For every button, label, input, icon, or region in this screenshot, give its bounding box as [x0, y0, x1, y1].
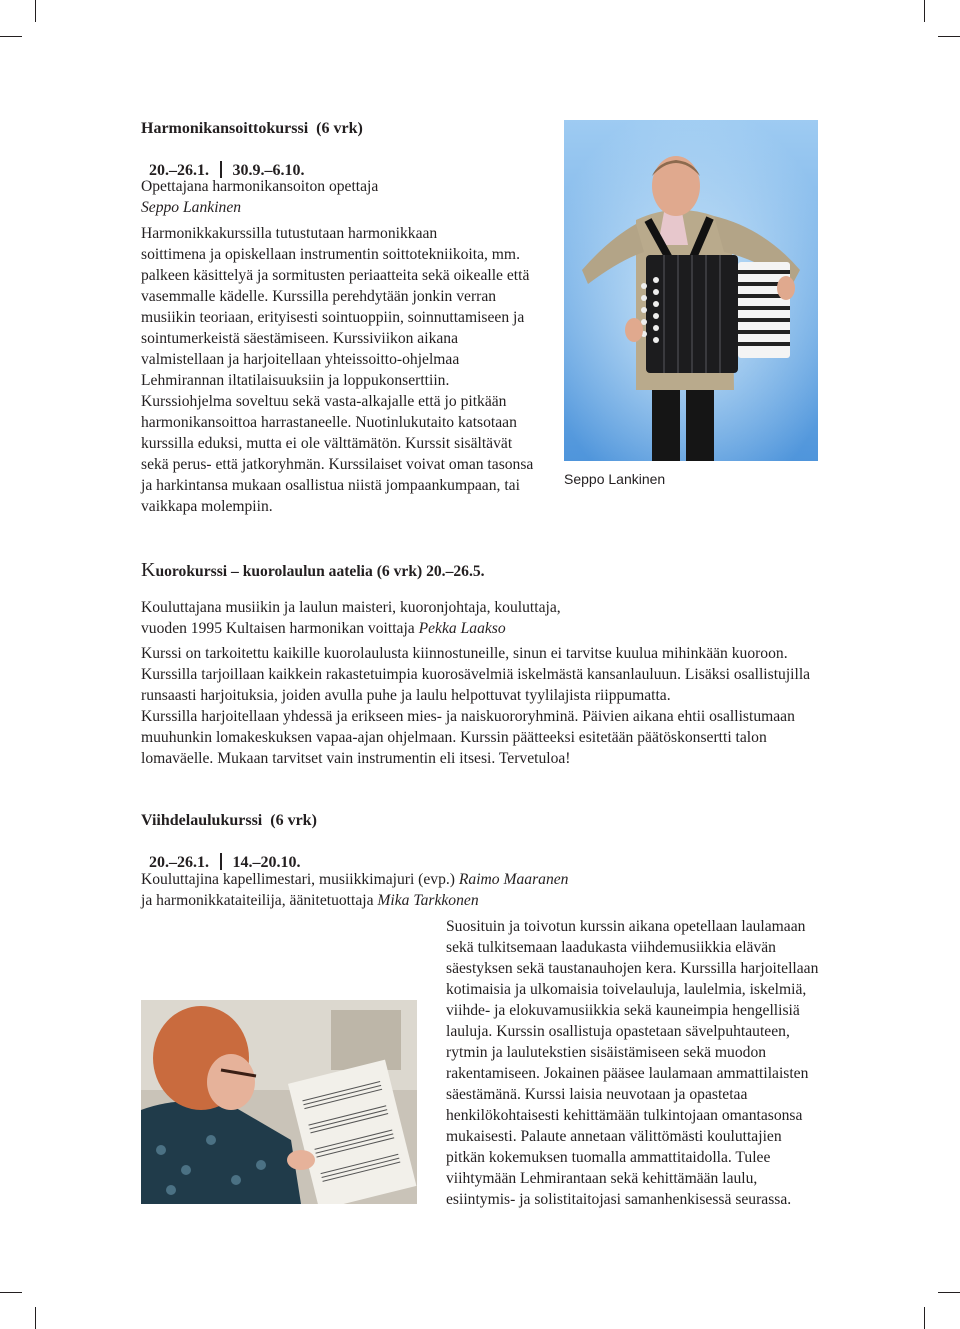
accordionist-illustration — [564, 120, 818, 461]
harmonika-teacher — [141, 176, 378, 218]
crop-mark — [938, 36, 960, 37]
viihde-trainer-1-role: Kouluttajina kapellimestari, musiikkimajuri (evp.) — [141, 871, 455, 888]
viihde-date-1: 20.–26.1. — [149, 854, 209, 871]
photo-caption: Seppo Lankinen — [564, 471, 666, 487]
harmonika-dates — [141, 139, 305, 181]
crop-mark — [0, 1292, 22, 1293]
kuoro-title — [141, 559, 485, 583]
date-separator — [220, 853, 222, 870]
singer-reading-photo — [141, 1000, 417, 1204]
seppo-lankinen-photo — [564, 120, 818, 461]
viihde-trainer-2-name: Mika Tarkkonen — [377, 892, 479, 909]
kuoro-trainer-name: Pekka Laakso — [418, 620, 506, 637]
kuoro-body-1: Kurssi on tarkoitettu kaikille kuorolaulusta kiinnostuneille, sinun ei tarvitse kuulua mihinkään kuoroon. Kurssilla tarjoillaan kaikkein rakastetuimpia kuorosävelmiä iskelmästä kansanlauluun. Lisäksi osallistujilla runsaasti harjoituksia, joiden avulla puhe ja laulu helpottuvat tyylilajista riippumatta. — [141, 645, 811, 704]
harmonika-date-1: 20.–26.1. — [149, 162, 209, 179]
kuoro-trainer-award: vuoden 1995 Kultaisen harmonikan voittaja — [141, 620, 415, 637]
kuoro-title-initial: K — [141, 559, 156, 581]
harmonika-body-text: soittimena ja opiskellaan instrumentin soittotekniikoita, mm. palkeen käsittelyä ja sormitusten periaatteita sekä oikealle että vasemmalle kädelle. Kurssilla perehdytään jonkin verran musiikin teoriaan, erityisesti sointuoppiin, soinnuttamiseen ja sointumerkeistä säestämiseen. Kurssiviikon aikana valmistellaan ja harjoitellaan yhteissoitto-ohjelmaa Lehmirannan iltatilaisuuksiin ja loppukonserttiin. Kurssiohjelma soveltuu sekä vasta-alkajalle että jo pitkään harmonikansoittoa harrastaneelle. Nuotinlukutaito katsotaan kurssilla eduksi, mutta ei ole välttämätön. Kurssit sisältävät sekä perus- että jatkoryhmän. Kurssilaiset voivat oman tasonsa ja harkintansa mukaan osallistua niistä jompaankumpaan, tai vaikkapa molempiin. — [141, 246, 534, 515]
teacher-name: Seppo Lankinen — [141, 199, 242, 216]
crop-mark — [924, 1307, 925, 1329]
kuoro-trainer — [141, 597, 561, 639]
kuoro-body-2: Kurssilla harjoitellaan yhdessä ja erikseen mies- ja naiskuororyhminä. Päivien aikana ehtii osallistumaan muuhunkin lomakeskuksen vapaa-ajan ohjelmaan. Kurssin päätteeksi esitetään päätöskonsertti talon lomaväelle. Mukaan tarvitset vain instrumentin eli itsesi. Tervetuloa! — [141, 708, 795, 767]
viihde-trainer-1-name: Raimo Maaranen — [458, 871, 569, 888]
viihde-date-2: 14.–20.10. — [232, 854, 301, 871]
viihde-dates — [141, 831, 301, 873]
harmonika-title: Harmonikansoittokurssi (6 vrk) — [141, 120, 363, 137]
viihde-title: Viihdelaulukurssi (6 vrk) — [141, 812, 317, 829]
kuoro-trainer-line-1: Kouluttajana musiikin ja laulun maisteri, kuoronjohtaja, kouluttaja, — [141, 599, 561, 616]
viihde-body: Suosituin ja toivotun kurssin aikana opetellaan laulamaan sekä tulkitsemaan laadukasta viihdemusiikkia elävän säestyksen sekä taustanauhojen kera. Kurssilla harjoitellaan kotimaisia ja ulkomaisia toivelauluja, laulelmia, iskelmiä, viihde- ja elokuvamusiikkia sekä kauneimpia hengellisiä lauluja. Kurssin osallistuja opastetaan sävelpuhtauteen, rytmin ja laulutekstien sisäistämiseen sekä muodon rakentamiseen. Jokainen pääsee laulamaan ammattilaisten säestämänä. Kurssi laisia neuvotaan ja opastetaa henkilökohtaisesti kehittämään tulkintojaan omantasonsa mukaisesti. Palaute annetaan välittömästi kouluttajien pitkän kokemuksen tuomalla ammattitaidolla. Tulee viihtymään Lehmirantaan sekä kehittämään laulu, esiintymis- ja solistitaitojasi samanhenkisessä seurassa. — [446, 918, 819, 1208]
kuoro-title-text: uorokurssi – kuorolaulun aatelia (6 vrk) 20.–26.5. — [155, 563, 485, 580]
woman-with-sheet-music-illustration — [141, 1000, 417, 1204]
harmonika-body — [141, 223, 541, 517]
harmonika-body-intro: Harmonikkakurssilla tutustutaan harmonikkaan — [141, 225, 438, 242]
viihde-trainers-line-2 — [141, 890, 568, 911]
harmonika-date-2: 30.9.–6.10. — [232, 162, 305, 179]
teacher-role: Opettajana harmonikansoiton opettaja — [141, 178, 379, 195]
crop-mark — [938, 1292, 960, 1293]
crop-mark — [35, 1307, 36, 1329]
crop-mark — [35, 0, 36, 22]
kuoro-trainer-line-2 — [141, 618, 561, 639]
viihde-trainers-line-1 — [141, 869, 568, 890]
kuoro-body — [141, 643, 821, 769]
crop-mark — [0, 36, 22, 37]
viihde-trainers — [141, 869, 568, 911]
crop-mark — [924, 0, 925, 22]
viihde-trainer-2-role: ja harmonikkataiteilija, äänitetuottaja — [141, 892, 374, 909]
